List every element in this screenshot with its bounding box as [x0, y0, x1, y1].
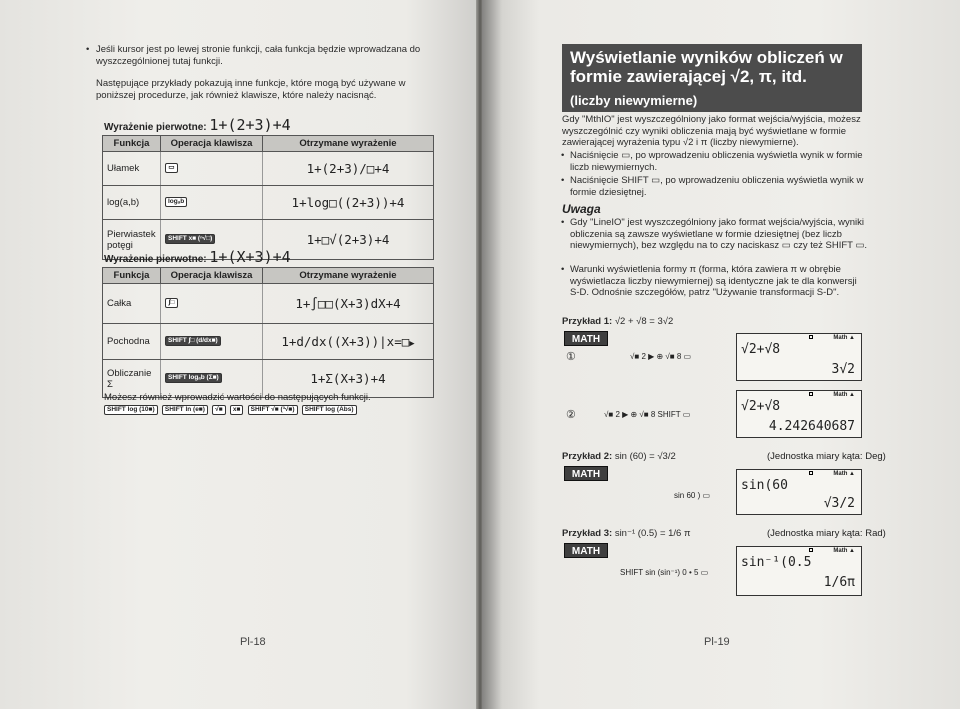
- table-row: [103, 284, 434, 324]
- root-key-sequence[interactable]: SHIFT x■ (ⁿ√□): [165, 234, 215, 244]
- example-2-label: [562, 451, 676, 462]
- row-keys: [161, 186, 263, 220]
- lcd-input: √2+√8: [741, 342, 781, 357]
- row-result: 1+∫□□(X+3)dX+4: [263, 284, 434, 324]
- note-item-1: [562, 217, 868, 252]
- lcd-input: √2+√8: [741, 399, 781, 414]
- footnote-keys: [104, 404, 444, 416]
- key-10-power[interactable]: SHIFT log (10■): [104, 405, 158, 415]
- row-keys: [161, 324, 263, 360]
- table-header-row: [103, 136, 434, 152]
- lcd-indicator: Math ▲: [809, 548, 855, 554]
- left-page: [0, 0, 478, 709]
- example-3-label: [562, 528, 691, 539]
- bullet-dot: •: [561, 264, 565, 275]
- key-power[interactable]: x■: [230, 405, 244, 415]
- functions-table-1: [102, 135, 434, 260]
- footnote-text: Możesz również wprowadzić wartości do następujących funkcji.: [104, 392, 371, 403]
- step-2-keys: √■ 2 ▶ ⊕ √■ 8 SHIFT ▭: [604, 410, 691, 419]
- lcd-result: 1/6π: [823, 575, 855, 590]
- row-function: Obliczanie Σ: [103, 360, 161, 398]
- lcd-indicator: Math ▲: [809, 335, 855, 341]
- row-function: Całka: [103, 284, 161, 324]
- row-result: 1+Σ(X+3)+4: [263, 360, 434, 398]
- expression-1-value: 1+(2+3)+4: [209, 116, 291, 134]
- note-bullet: •: [86, 44, 90, 55]
- header-key-operation: Operacja klawisza: [161, 136, 263, 152]
- key-sqrt[interactable]: √■: [212, 405, 226, 415]
- expression-1-label: Wyrażenie pierwotne:: [104, 122, 207, 133]
- bullet-exact: [562, 150, 868, 173]
- example-2-title: Przykład 2:: [562, 451, 613, 462]
- row-keys: [161, 284, 263, 324]
- lcd-display-4: [736, 546, 862, 596]
- example-1-label: [562, 316, 673, 327]
- example-1-expression: √2 + √8 = 3√2: [614, 316, 674, 327]
- section-banner: [562, 44, 862, 112]
- example-2-angle-unit: (Jednostka miary kąta: Deg): [767, 451, 886, 462]
- table-header-row: [103, 268, 434, 284]
- lcd-result: √3/2: [823, 496, 855, 511]
- example-1-title: Przykład 1:: [562, 316, 613, 327]
- bullet-dot: •: [561, 217, 565, 228]
- derivative-key-sequence[interactable]: SHIFT ∫□ (d/dx■): [165, 336, 221, 346]
- row-function: Ułamek: [103, 152, 161, 186]
- lcd-input: sin(60: [741, 478, 788, 493]
- page-number-left: Pl-18: [240, 636, 266, 648]
- header-function: Funkcja: [103, 136, 161, 152]
- header-key-operation: Operacja klawisza: [161, 268, 263, 284]
- lcd-display-2: [736, 390, 862, 438]
- lcd-input: sin⁻¹(0.5: [741, 555, 812, 570]
- row-result: [263, 324, 434, 360]
- key-cube-root[interactable]: SHIFT √■ (³√■): [248, 405, 298, 415]
- math-mode-badge: MATH: [564, 331, 608, 346]
- expression-2-value: 1+(X+3)+4: [209, 248, 291, 266]
- cursor-arrow-icon: ▶: [409, 339, 415, 349]
- example-3-title: Przykład 3:: [562, 528, 613, 539]
- step-2-marker: ②: [566, 409, 576, 421]
- lcd-display-3: [736, 469, 862, 515]
- bullet-dot: •: [561, 175, 565, 186]
- intro-text: Następujące przykłady pokazują inne funkcje, które mogą być używane w poniższej procedurze, jak również klawisze, które należy nacisnąć.: [96, 78, 406, 101]
- expression-2-label: Wyrażenie pierwotne:: [104, 254, 207, 265]
- table-row: [103, 186, 434, 220]
- row-result: 1+□√(2+3)+4: [263, 220, 434, 260]
- row-keys: [161, 152, 263, 186]
- functions-table-2: [102, 267, 434, 398]
- bullet-decimal-text: Naciśnięcie SHIFT ▭, po wprowadzeniu obliczenia wyświetla wynik w formie dziesiętnej.: [570, 175, 864, 198]
- note-item-2: [562, 264, 868, 299]
- gutter-shadow: [482, 0, 502, 709]
- row-function: Pierwiastek potęgi: [103, 220, 161, 260]
- log-key[interactable]: logₐb: [165, 197, 187, 207]
- lcd-result: 3√2: [831, 362, 855, 377]
- note-heading: Uwaga: [562, 202, 601, 216]
- header-result: Otrzymane wyrażenie: [263, 136, 434, 152]
- lcd-indicator: Math ▲: [809, 471, 855, 477]
- note-text: Jeśli kursor jest po lewej stronie funkcji, cała funkcja będzie wprowadzana do wyszczególnionej tutaj funkcji.: [96, 44, 421, 67]
- fraction-key[interactable]: ▭: [165, 163, 178, 173]
- page-number-right: Pl-19: [704, 636, 730, 648]
- row-result: 1+log□((2+3))+4: [263, 186, 434, 220]
- key-abs[interactable]: SHIFT log (Abs): [302, 405, 357, 415]
- bullet-exact-text: Naciśnięcie ▭, po wprowadzeniu obliczenia wyświetla wynik w formie liczb niewymiernych.: [570, 150, 863, 173]
- expression-1-title: [104, 116, 291, 134]
- table-row: [103, 324, 434, 360]
- key-e-power[interactable]: SHIFT ln (e■): [162, 405, 208, 415]
- row-function: log(a,b): [103, 186, 161, 220]
- banner-title-line2: formie zawierającej √2, π, itd.: [570, 67, 807, 86]
- step-1-marker: ①: [566, 351, 576, 363]
- math-mode-badge: MATH: [564, 543, 608, 558]
- derivative-result: 1+d/dx((X+3))|x=□: [281, 334, 410, 349]
- expression-2-title: [104, 248, 291, 266]
- header-result: Otrzymane wyrażenie: [263, 268, 434, 284]
- lcd-indicator: Math ▲: [809, 392, 855, 398]
- table-row: [103, 152, 434, 186]
- intro-paragraph: Gdy "MthIO" jest wyszczególniony jako format wejścia/wyjścia, możesz wyszczególnić czy wyniki obliczenia mają być wyświetlane w formie zawierającej wyrażenia typu √2 i π (liczby niewymierne).: [562, 114, 861, 148]
- banner-subtitle: (liczby niewymierne): [570, 93, 698, 108]
- row-function: Pochodna: [103, 324, 161, 360]
- math-mode-badge: MATH: [564, 466, 608, 481]
- bullet-decimal: [562, 175, 868, 198]
- header-function: Funkcja: [103, 268, 161, 284]
- row-result: 1+(2+3)/□+4: [263, 152, 434, 186]
- step-1-keys: √■ 2 ▶ ⊕ √■ 8 ▭: [630, 352, 692, 361]
- example-3-keys: SHIFT sin (sin⁻¹) 0 • 5 ▭: [620, 568, 709, 577]
- example-3-expression: sin⁻¹ (0.5) = 1/6 π: [614, 528, 691, 539]
- note-item-2-text: Warunki wyświetlenia formy π (forma, która zawiera π w obrębie wyświetlacza liczby niewymiernej) są identyczne jak te dla konwersji S-D. Odnośnie szczegółów, patrz "Używanie transformacji S-D".: [570, 264, 857, 298]
- lcd-result: 4.242640687: [768, 419, 855, 434]
- note-item-1-text: Gdy "LineIO" jest wyszczególniony jako format wejścia/wyjścia, wyniki obliczenia są zawsze wyświetlane w formie dziesiętnej (bez liczb niewymiernych), bez względu na to czy naciskasz ▭ czy też SHIFT ▭.: [570, 217, 868, 251]
- sigma-key-sequence[interactable]: SHIFT logₐb (Σ■): [165, 373, 222, 383]
- bullet-dot: •: [561, 150, 565, 161]
- example-2-expression: sin (60) = √3/2: [614, 451, 676, 462]
- integral-key[interactable]: ∫□: [165, 298, 178, 308]
- example-2-keys: sin 60 ) ▭: [674, 491, 711, 500]
- cursor-note: [86, 44, 426, 68]
- right-page: [482, 0, 960, 709]
- example-3-angle-unit: (Jednostka miary kąta: Rad): [767, 528, 886, 539]
- banner-title-line1: Wyświetlanie wyników obliczeń w: [570, 48, 843, 67]
- lcd-display-1: [736, 333, 862, 381]
